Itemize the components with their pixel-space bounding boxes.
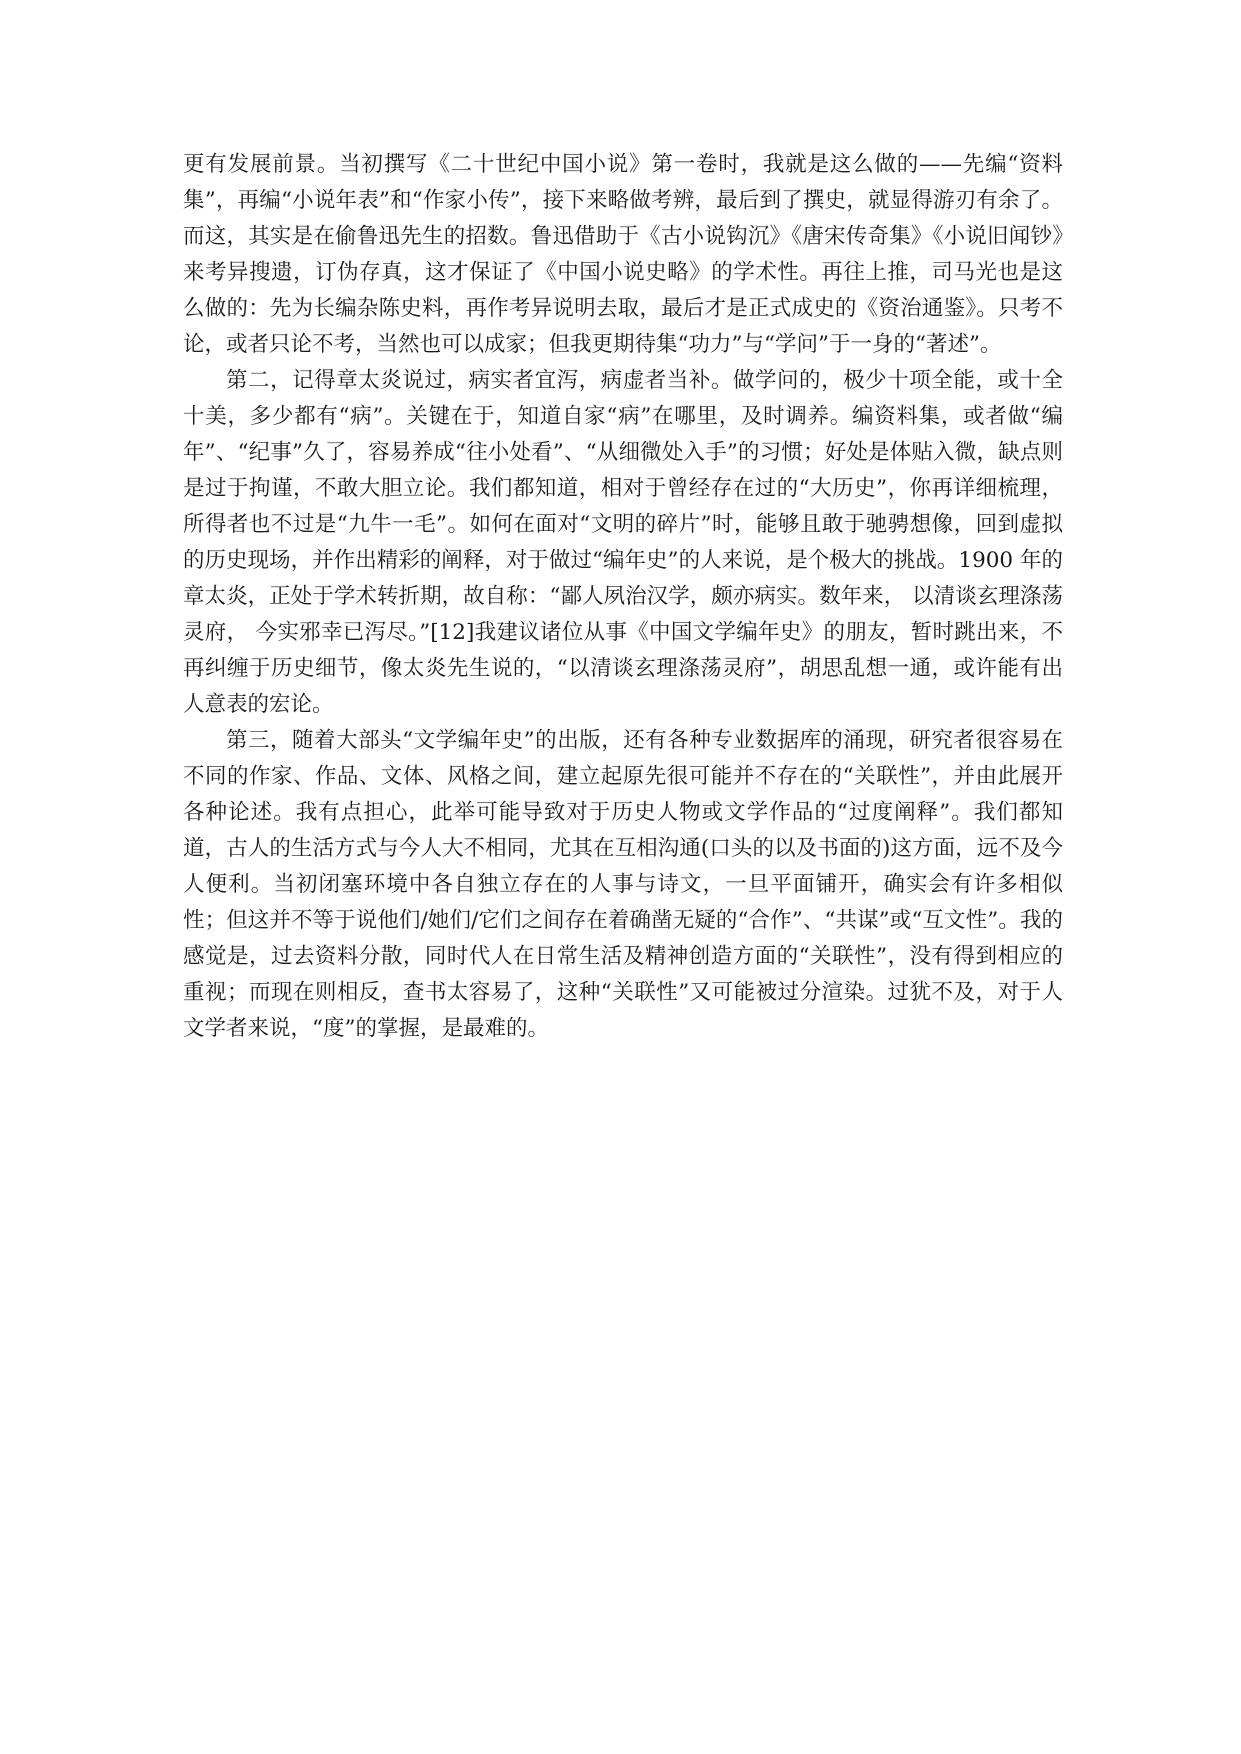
- paragraph-3: 第三，随着大部头“文学编年史”的出版，还有各种专业数据库的涌现，研究者很容易在不同的作家、作品、文体、风格之间，建立起原先很可能并不存在的“关联性”，并由此展开各种论述。我有点担心，此举可能导致对于历史人物或文学作品的“过度阐释”。我们都知道，古人的生活方式与今人大不相同，尤其在互相沟通(口头的以及书面的)这方面，远不及今人便利。当初闭塞环境中各自独立存在的人事与诗文，一旦平面铺开，确实会有许多相似性；但这并不等于说他们/她们/它们之间存在着确凿无疑的“合作”、“共谋”或“互文性”。我的感觉是，过去资料分散，同时代人在日常生活及精神创造方面的“关联性”，没有得到相应的重视；而现在则相反，查书太容易了，这种“关联性”又可能被过分渲染。过犹不及，对于人文学者来说，“度”的掌握，是最难的。: [183, 728, 1063, 1041]
- body-text: [183, 147, 1063, 1047]
- paragraph-2: 第二，记得章太炎说过，病实者宜泻，病虚者当补。做学问的，极少十项全能，或十全十美，多少都有“病”。关键在于，知道自家“病”在哪里，及时调养。编资料集，或者做“编年”、“纪事”久了，容易养成“往小处看”、“从细微处入手”的习惯；好处是体贴入微，缺点则是过于拘谨，不敢大胆立论。我们都知道，相对于曾经存在过的“大历史”，你再详细梳理，所得者也不过是“九牛一毛”。如何在面对“文明的碎片”时，能够且敢于驰骋想像，回到虚拟的历史现场，并作出精彩的阐释，对于做过“编年史”的人来说，是个极大的挑战。1900 年的章太炎，正处于学术转折期，故自称：“鄙人夙治汉学，颇亦病实。数年来， 以清谈玄理涤荡灵府， 今实邪幸已泻尽。”[12]我建议诸位从事《中国文学编年史》的朋友，暂时跳出来，不再纠缠于历史细节，像太炎先生说的，“以清谈玄理涤荡灵府”，胡思乱想一通，或许能有出人意表的宏论。: [183, 368, 1063, 717]
- paragraph-1: 更有发展前景。当初撰写《二十世纪中国小说》第一卷时，我就是这么做的——先编“资料集”，再编“小说年表”和“作家小传”，接下来略做考辨，最后到了撰史，就显得游刃有余了。而这，其实是在偷鲁迅先生的招数。鲁迅借助于《古小说钩沉》《唐宋传奇集》《小说旧闻钞》来考异搜遗，订伪存真，这才保证了《中国小说史略》的学术性。再往上推，司马光也是这么做的：先为长编杂陈史料，再作考异说明去取，最后才是正式成史的《资治通鉴》。只考不论，或者只论不考，当然也可以成家；但我更期待集“功力”与“学问”于一身的“著述”。: [183, 152, 1063, 357]
